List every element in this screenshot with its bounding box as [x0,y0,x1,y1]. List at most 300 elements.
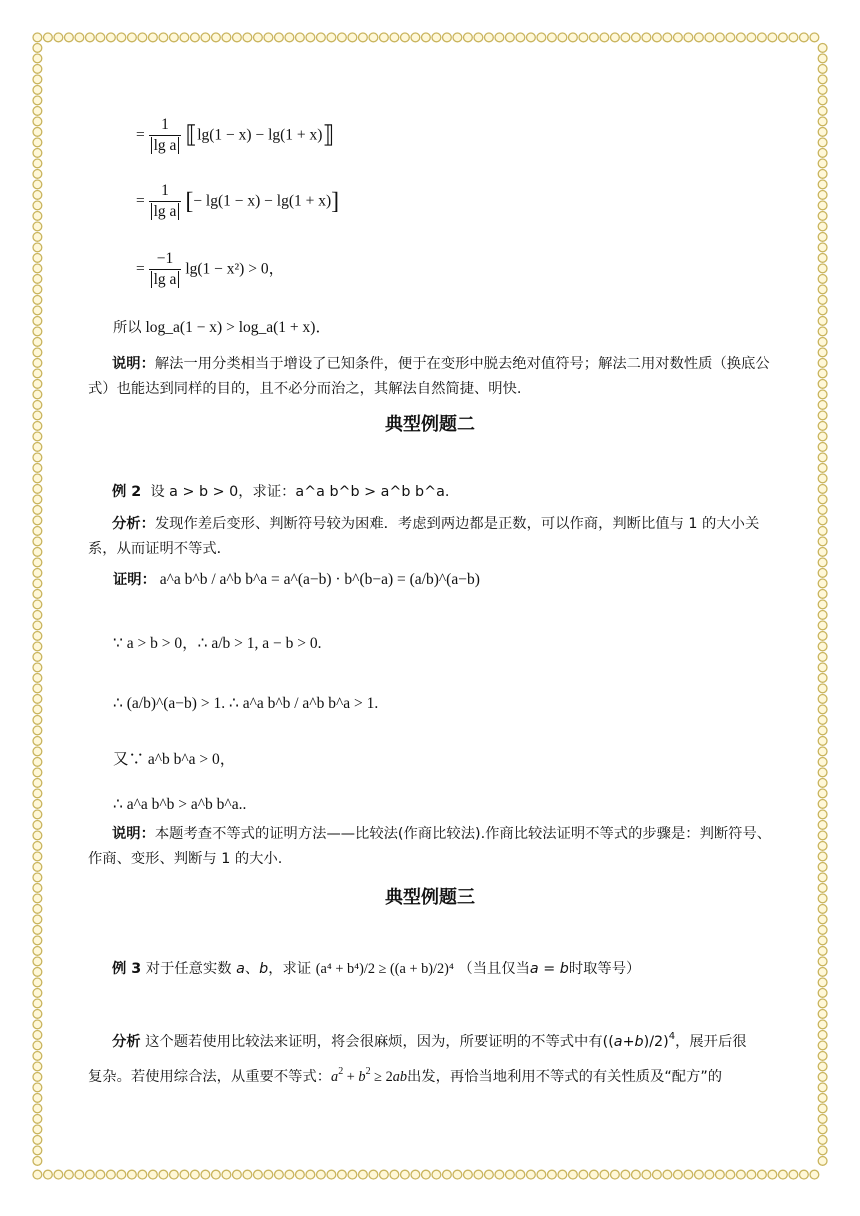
border-link [33,684,42,693]
border-link [254,1170,263,1179]
border-link [33,264,42,273]
example2-heading: 典型例题二 [385,414,475,435]
border-link [33,44,42,53]
border-link [818,999,827,1008]
border-link [33,201,42,210]
border-link [65,33,74,42]
border-link [33,222,42,231]
border-link [33,663,42,672]
border-link [464,1170,473,1179]
border-link [818,380,827,389]
border-link [818,86,827,95]
border-link [222,1170,231,1179]
border-link [818,128,827,137]
border-link [33,464,42,473]
border-link [33,1094,42,1103]
border-link [818,506,827,515]
border-link [33,527,42,536]
example3-analysis-2: 复杂。若使用综合法，从重要不等式：$a^2 + b^2 \ge 2ab$出发，再恰当地利用不等式的有关性质及“配方”的 [88,1066,723,1085]
border-link [33,758,42,767]
border-link [653,1170,662,1179]
border-link [33,800,42,809]
border-link [33,285,42,294]
proof-step-5: ∴ a^a b^b > a^b b^a.. [113,796,247,813]
border-link [600,1170,609,1179]
border-link [818,317,827,326]
border-link [818,590,827,599]
border-link [317,33,326,42]
border-link [33,243,42,252]
border-link [818,138,827,147]
border-link [117,33,126,42]
border-link [422,1170,431,1179]
border-link [818,1041,827,1050]
border-link [33,254,42,263]
border-link [33,159,42,168]
border-link [747,33,756,42]
border-link [33,369,42,378]
border-link [33,768,42,777]
border-link [33,831,42,840]
border-link [453,1170,462,1179]
border-link [789,33,798,42]
border-link [33,401,42,410]
border-link [818,296,827,305]
border-link [818,716,827,725]
proof-step-4: 又∵ a^b b^a > 0， [113,751,236,768]
border-link [180,1170,189,1179]
border-link [818,1031,827,1040]
border-link [818,642,827,651]
border-link [818,1020,827,1029]
border-link [474,1170,483,1179]
border-link [96,1170,105,1179]
border-link [818,453,827,462]
border-link [254,33,263,42]
border-link [222,33,231,42]
border-link [128,1170,137,1179]
border-link [33,128,42,137]
example3-heading: 典型例题三 [385,887,475,908]
border-link [818,527,827,536]
border-link [818,327,827,336]
border-link [33,642,42,651]
border-link [789,1170,798,1179]
border-link [695,33,704,42]
border-link [818,947,827,956]
border-link [632,1170,641,1179]
border-link [33,495,42,504]
border-link [818,96,827,105]
border-link [818,1104,827,1113]
border-link [818,359,827,368]
border-link [818,485,827,494]
border-link [33,1010,42,1019]
border-link [818,789,827,798]
border-link [800,33,809,42]
border-link [818,264,827,273]
border-link [621,33,630,42]
border-link [818,348,827,357]
border-link [33,327,42,336]
border-link [818,495,827,504]
border-link [275,33,284,42]
border-link [33,1125,42,1134]
border-link [611,1170,620,1179]
border-link [818,254,827,263]
border-link [33,978,42,987]
border-link [818,1136,827,1145]
border-link [695,1170,704,1179]
border-link [33,537,42,546]
border-link [380,33,389,42]
border-link [401,33,410,42]
border-link [159,1170,168,1179]
border-link [569,33,578,42]
border-link [818,600,827,609]
border-link [642,33,651,42]
border-link [33,863,42,872]
solution-line-1: = $\frac{1}{\text{lg a}}$ ⟦lg(1 − x) − lg(1 + x)⟧ [136,116,335,155]
border-link [159,33,168,42]
border-link [33,1136,42,1145]
border-link [65,1170,74,1179]
border-link [33,915,42,924]
border-link [818,936,827,945]
border-link [818,632,827,641]
border-link [818,810,827,819]
border-link [33,579,42,588]
border-link [86,33,95,42]
border-link [818,233,827,242]
border-link [818,1073,827,1082]
border-link [818,464,827,473]
border-link [684,33,693,42]
border-link [818,1010,827,1019]
border-link [33,1170,42,1179]
border-link [474,33,483,42]
border-link [33,653,42,662]
border-link [338,33,347,42]
solution-line-2: = $\frac{1}{\text{lg a}}$ [− lg(1 − x) − lg(1 + x)] [136,182,340,221]
border-link [201,1170,210,1179]
solution-conclusion: 所以 log_a(1 − x) > log_a(1 + x)． [113,319,331,336]
border-link [818,863,827,872]
border-link [33,117,42,126]
border-link [737,33,746,42]
proof-step-2: ∵ a > b > 0，∴ a/b > 1, a − b > 0. [113,635,322,652]
border-link [33,212,42,221]
border-link [818,831,827,840]
border-link [818,873,827,882]
border-link [818,537,827,546]
border-link [33,1115,42,1124]
border-link [33,380,42,389]
border-link [818,401,827,410]
border-link [453,33,462,42]
border-link [33,138,42,147]
border-link [432,1170,441,1179]
border-link [818,516,827,525]
border-link [33,600,42,609]
border-link [327,33,336,42]
border-link [369,33,378,42]
border-link [818,1052,827,1061]
border-link [818,978,827,987]
border-link [33,65,42,74]
border-link [516,33,525,42]
border-link [663,33,672,42]
border-link [33,338,42,347]
border-link [54,1170,63,1179]
border-link [818,747,827,756]
border-link [390,1170,399,1179]
border-link [33,149,42,158]
border-link [818,779,827,788]
border-link [548,1170,557,1179]
border-link [818,159,827,168]
border-link [33,873,42,882]
border-link [600,33,609,42]
border-link [443,33,452,42]
border-link [768,33,777,42]
border-link [443,1170,452,1179]
border-link [818,54,827,63]
proof-step-1: 证明： a^a b^b / a^b b^a = a^(a−b) · b^(b−a) = (a/b)^(a−b) [113,571,480,588]
border-link [818,75,827,84]
border-link [33,821,42,830]
border-link [33,275,42,284]
border-link [611,33,620,42]
border-link [818,1146,827,1155]
border-link [75,1170,84,1179]
border-link [33,947,42,956]
border-link [537,33,546,42]
border-link [818,170,827,179]
border-link [779,33,788,42]
border-link [33,191,42,200]
border-link [33,1073,42,1082]
border-link [138,1170,147,1179]
border-link [818,737,827,746]
border-link [212,33,221,42]
border-link [506,33,515,42]
example3-problem: 例 3 对于任意实数 a、b，求证 (a⁴ + b⁴)/2 ≥ ((a + b)/2)⁴ （当且仅当a = b时取等号） [112,961,641,977]
border-link [432,33,441,42]
border-link [33,747,42,756]
border-link [818,663,827,672]
border-link [369,1170,378,1179]
border-link [380,1170,389,1179]
border-link [285,1170,294,1179]
border-link [33,968,42,977]
border-link [33,999,42,1008]
border-link [558,1170,567,1179]
border-link [818,558,827,567]
border-link [818,821,827,830]
border-link [327,1170,336,1179]
border-link [264,33,273,42]
border-link [818,800,827,809]
border-link [621,1170,630,1179]
border-link [818,243,827,252]
border-link [33,453,42,462]
border-link [818,579,827,588]
border-link [558,33,567,42]
border-link [44,33,53,42]
border-link [75,33,84,42]
border-link [33,107,42,116]
border-link [818,285,827,294]
border-link [537,1170,546,1179]
border-link [33,674,42,683]
example2-problem: 例 2 设 a > b > 0，求证：a^a b^b > a^b b^a. [112,484,450,500]
border-link [33,569,42,578]
border-link [33,54,42,63]
border-link [149,33,158,42]
border-link [86,1170,95,1179]
border-link [758,1170,767,1179]
border-link [818,653,827,662]
border-link [818,180,827,189]
border-link [33,705,42,714]
border-link [243,1170,252,1179]
border-link [33,548,42,557]
border-link [485,33,494,42]
border-link [33,632,42,641]
border-link [818,1094,827,1103]
border-link [674,1170,683,1179]
border-link [818,968,827,977]
border-link [485,1170,494,1179]
border-link [818,611,827,620]
border-link [506,1170,515,1179]
border-link [33,516,42,525]
border-link [818,621,827,630]
border-link [590,33,599,42]
border-link [348,1170,357,1179]
border-link [296,1170,305,1179]
border-link [33,726,42,735]
border-link [359,33,368,42]
border-link [128,33,137,42]
border-link [758,33,767,42]
border-link [818,306,827,315]
border-link [33,936,42,945]
border-link [275,1170,284,1179]
border-link [33,989,42,998]
border-link [548,33,557,42]
border-link [306,33,315,42]
border-link [33,1062,42,1071]
border-link [33,474,42,483]
border-link [818,548,827,557]
border-link [663,1170,672,1179]
border-link [54,33,63,42]
border-link [201,33,210,42]
border-link [590,1170,599,1179]
border-link [243,33,252,42]
border-link [212,1170,221,1179]
border-link [33,1020,42,1029]
border-link [705,1170,714,1179]
border-link [33,86,42,95]
border-link [285,33,294,42]
border-link [191,33,200,42]
border-link [33,852,42,861]
border-link [818,212,827,221]
border-link [149,1170,158,1179]
border-link [818,705,827,714]
example2-analysis: 分析：发现作差后变形、判断符号较为困难．考虑到两边都是正数，可以作商，判断比值与 1 的大小关系，从而证明不等式． [88,516,760,557]
border-link [180,33,189,42]
border-link [33,926,42,935]
border-link [569,1170,578,1179]
border-link [233,1170,242,1179]
border-link [464,33,473,42]
border-link [33,296,42,305]
border-link [818,1157,827,1166]
border-link [818,1083,827,1092]
border-link [33,789,42,798]
border-link [170,1170,179,1179]
border-link [33,96,42,105]
border-link [768,1170,777,1179]
border-link [107,1170,116,1179]
border-link [33,233,42,242]
border-link [117,1170,126,1179]
border-link [33,1157,42,1166]
border-link [818,852,827,861]
border-link [818,65,827,74]
border-link [338,1170,347,1179]
border-link [422,33,431,42]
border-link [818,768,827,777]
border-link [170,33,179,42]
border-link [779,1170,788,1179]
border-link [33,1031,42,1040]
border-link [818,390,827,399]
border-link [818,443,827,452]
border-link [818,1125,827,1134]
border-link [96,33,105,42]
border-link [716,33,725,42]
border-link [401,1170,410,1179]
border-link [348,33,357,42]
border-link [674,33,683,42]
border-link [726,1170,735,1179]
border-link [818,149,827,158]
border-link [138,33,147,42]
border-link [818,191,827,200]
border-link [495,33,504,42]
border-link [296,33,305,42]
border-link [33,317,42,326]
border-link [233,33,242,42]
border-link [359,1170,368,1179]
border-link [191,1170,200,1179]
border-link [818,44,827,53]
border-link [33,1052,42,1061]
border-link [33,1146,42,1155]
border-link [818,338,827,347]
border-link [705,33,714,42]
border-link [818,915,827,924]
border-link [716,1170,725,1179]
border-link [411,1170,420,1179]
border-link [818,695,827,704]
border-link [107,33,116,42]
